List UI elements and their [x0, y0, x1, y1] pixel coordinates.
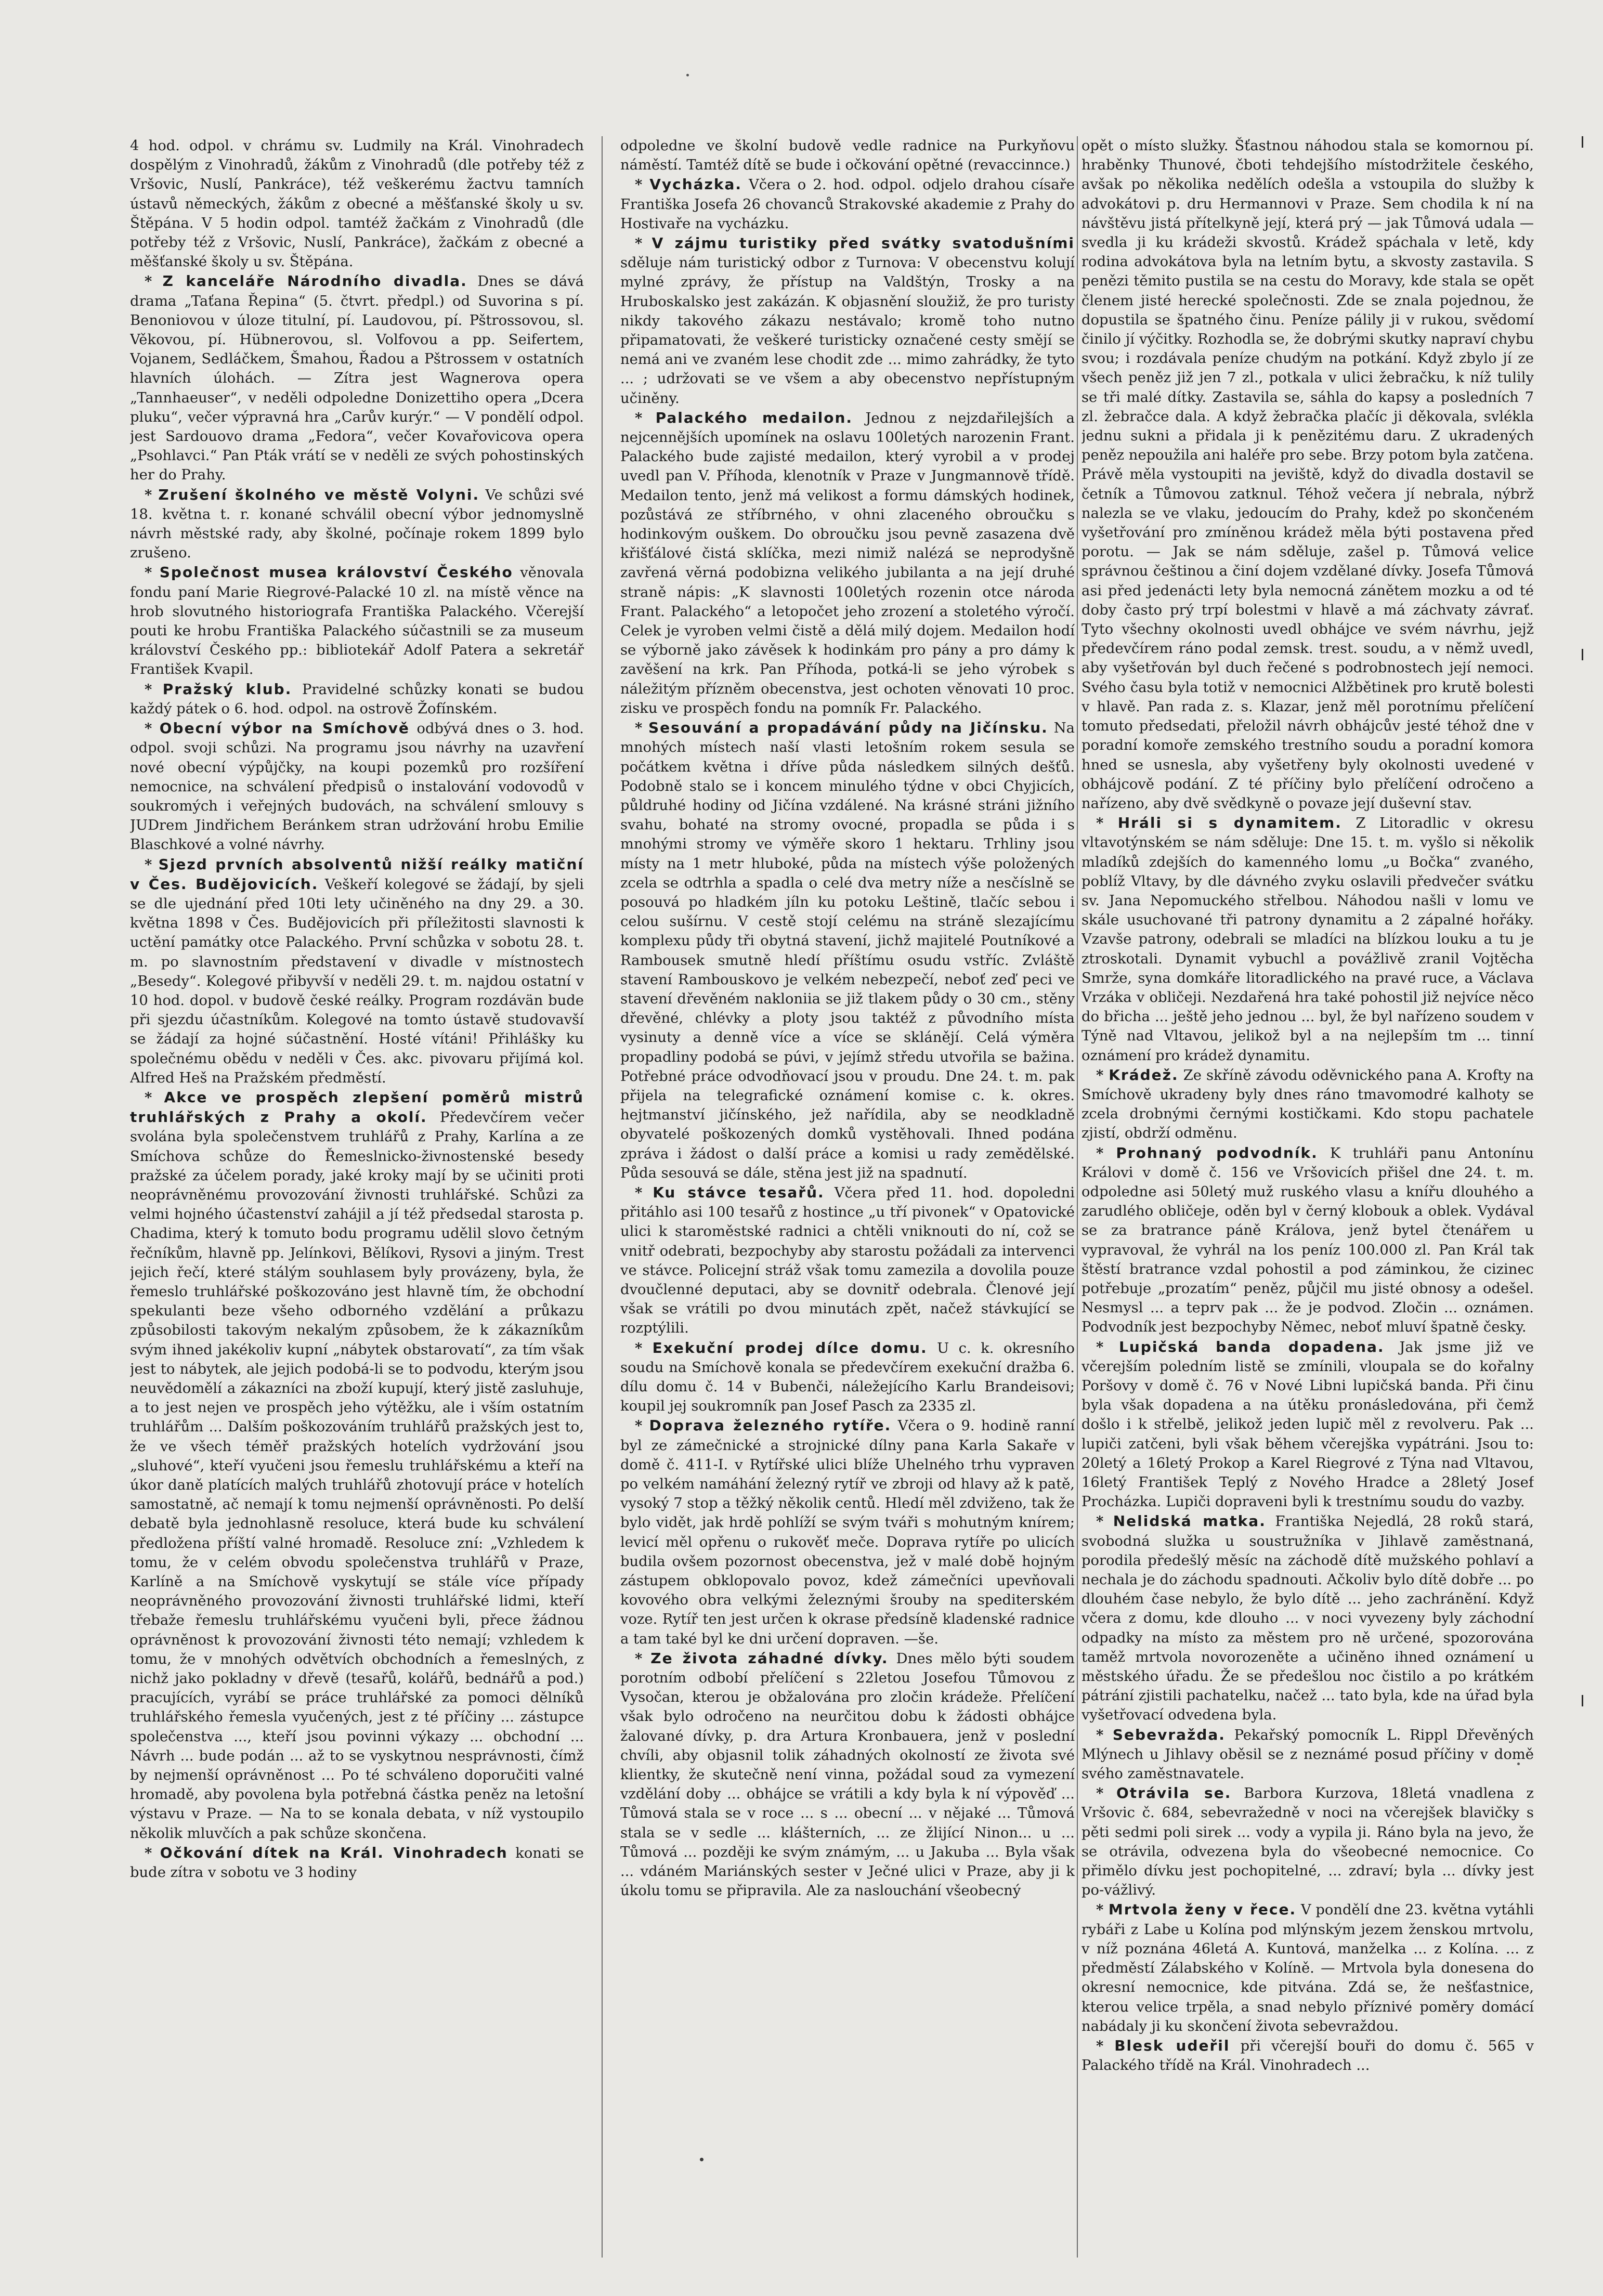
article-text: Barbora Kurzova, 18letá vnadlena z Vršovic č. 684, sebevražedně v noci na včerejšek blavičky s pěti sedmi poli sirek ... vody a vypila ji. Ráno byla na jevo, že se otrávila, odvezena byla do všeobecné nemocnice. Co přimělo dívku jest pochopitelné, ... zdraví; byla ... dívky jest po-vážlivý. [1081, 1785, 1534, 1899]
page-edge-mark [1582, 649, 1583, 660]
news-headline: Palackého medailon. [655, 409, 853, 426]
article-text: Ve schůzi své 18. května t. r. konané schválil obecní výbor jednomyslně návrh městské rady, aby školné, počínaje rokem 1899 bylo zrušeno. [130, 487, 584, 562]
asterisk-marker: * [145, 564, 160, 581]
news-headline: Mrtvola ženy v řece. [1108, 1901, 1297, 1919]
asterisk-marker: * [145, 1844, 160, 1861]
article-text: Z Litoradlic v okresu vltavotýnském se nám sděluje: Dne 15. t. m. vyšlo si několik mladíků zdejších do kamenného lomu „u Bočka“ zvaného, poblíž Vltavy, by dle dávného zvyku oslavili předvečer svátku sv. Jana Nepomuckého střelbou. Náhodou našli v lomu ve skále usuchované tři patrony dynamitu a 2 zápalné hořáky. Vzavše patrony, odebrali se mladíci na blízkou louku a tu je ztroskotali. Dynamit vybuchl a povážlivě zranil Vojtěcha Smrže, syna domkáře litoradlického na pravé ruce, a Václava Vrzáka v obličeji. Nezdařená hra také pohostil již nejvíce něco do břicha ... ještě jeho jednou ... byl, že byl nařízeno soudem v Týně nad Vltavou, jelikož byl a na nejlepším tm ... tinní oznámení pro krádež dynamitu. [1081, 815, 1534, 1064]
news-item [1081, 1065, 1534, 1143]
page-edge-mark [1582, 136, 1583, 148]
article-text: K truhláři panu Antonínu Královi v domě č. 156 ve Vršovicích přišel dne 24. t. m. odpoledne asi 50letý muž ruského vlasu a knířu dlouhého a zarudlého obličeje, oděn byl v černý klobouk a oblek. Vydával se za bratrance páně Králova, jenž bytel čtenářem u vypravoval, že vyhrál na los peníz 100.000 zl. Pan Král tak štěstí bratrance vzdal pohostil a pod záminkou, že cizinec potřebuje „prozatím“ peněz, půjčil mu jisté obnosy a odešel. Nesmysl ... a teprv pak ... že je podvod. Zločin ... oznámen. Podvodník jest bezpochyby Němec, neboť mluví špatně česky. [1081, 1145, 1534, 1336]
article-text: Včera o 9. hodině ranní byl ze zámečnické a strojnické dílny pana Karla Sakaře v domě č. 411-I. v Rytířské ulici blíže Uhelného trhu vypraven po velkém namáhání železný rytíř ve zbroji od hlavy až k patě, vysoký 7 stop a těžký několik centů. Hledí měl zdviženo, tak že bylo vidět, jak hrdě pohlíží se svým tváři s mohutným knírem; levicí měl opřenu o rukověť meče. Doprava rytíře po ulicích budila ovšem pozornost obecenstva, jež v malé době hojným zástupem obklopovalo povoz, kdež zámečníci upevňovali kovového obra velkými železnými šrouby na spediterském voze. Rytíř ten jest určen k okrase předsíně kladenské radnice a tam také byl ke dni určení dopraven. —še. [620, 1418, 1075, 1647]
article-text: Pravidelné schůzky konati se budou každý pátek o 6. hod. odpol. na ostrově Žofínském. [130, 681, 584, 717]
right-column [1081, 136, 1534, 2263]
asterisk-marker: * [1096, 1785, 1116, 1802]
article-text: odbývá dnes o 3. hod. odpol. svoji schůzi. Na programu jsou návrhy na uzavření nové obecní výpůjčky, na koupi pozemků pro rozšíření nemocnice, na schválení předpisů o instalování vodovodů v soukromých i veřejných budovách, na schválení smlouvy s JUDrem Jindřichem Beránkem stran udržování hrobu Emilie Blaschkové a volné návrhy. [130, 721, 584, 853]
news-item [1081, 1783, 1534, 1900]
article-text: V pondělí dne 23. května vytáhli rybáři z Labe u Kolína pod mlýnským jezem ženskou mrtvolu, v níž poznána 46letá A. Kuntová, manželka ... z Kolína. ... z předměstí Zálabského v Kolíně. — Mrtvola byla donesena do okresní nemocnice, kde pitvána. Zdá se, že nešťastnice, kterou velice trpěla, a snad nebylo příznivé poměry domácí nabádaly ji ku skončení života sebevraždou. [1081, 1902, 1534, 2034]
article-text: Jak jsme již ve včerejším poledním listě se zmínili, vloupala se do kořalny Poršovy v domě č. 76 v Nové Libni lupičská banda. Při činu byla však dopadena a na útěku pronásledována, při čemž došlo i k střelbě, jelikož jeden lupič měl z revolveru. Pak ... lupiči zatčeni, byli však během včerejška vypátráni. Jsou to: 20letý a 16letý Prokop a Karel Riegrové z Týna nad Vltavou, 16letý František Teplý z Nového Hradce a 28letý Josef Procházka. Lupiči dopraveni byli k trestnímu soudu do vazby. [1081, 1339, 1534, 1510]
middle-column [620, 136, 1075, 2263]
news-item [620, 1338, 1075, 1416]
news-headline: Společnost musea království Českého [159, 564, 513, 581]
news-item [620, 175, 1075, 233]
news-item [620, 1183, 1075, 1338]
article-text: Ze skříně závodu oděvnického pana A. Krofty na Smíchově ukradeny byly dnes ráno tmavomodré kalhoty se zcela drobnými černými kostičkami. Kdo stopu pachatele zjistí, obdrží odměnu. [1081, 1067, 1534, 1142]
print-dot [700, 2158, 703, 2161]
asterisk-marker: * [635, 1417, 649, 1434]
asterisk-marker: * [635, 1339, 653, 1356]
article-text: Jednou z nejzdařilejších a nejcennějších upomínek na oslavu 100letých narozenin Frant. Palackého bude zajisté medailon, který vyrobil a v prodej uvedl pan V. Příhoda, klenotník v Praze v Jungmannově třídě. Medailon tento, jenž má velikost a formu dámských hodinek, pozůstává ze stříbrného, v ohni zlaceného obroučku s hodinkovým ouškem. Do obroučku jsou pevně zasazena dvě křišťálové čistá sklíčka, mezi nimiž nalézá se neprodyšně zavřená věrná podobizna velikého jubilanta a na její druhé straně nápis: „K slavnosti 100letých rozenin otce národa Frant. Palackého“ a letopočet jeho zrození a stoletého výročí. Celek je vyroben velmi čistě a dělá milý dojem. Medailon hodí se výborně jako závěsek k hodinkám pro pány a pro dámy k zavěšení na krk. Pan Příhoda, potká-li se jeho výrobek s náležitým přízněm obecenstva, jest ochoten věnovati 10 proc. zisku ve prospěch fondu na pomník Fr. Palackého. [620, 410, 1075, 716]
asterisk-marker: * [1096, 1726, 1113, 1743]
asterisk-marker: * [1096, 1901, 1109, 1919]
news-item [1081, 2036, 1534, 2075]
article-text: Pekařský pomocník L. Rippl Dřevěných Mlýnech u Jihlavy oběsil se z neznámé posud příčiny v domě svého zaměstnavatele. [1081, 1727, 1534, 1782]
news-item [620, 408, 1075, 718]
news-item [1081, 1337, 1534, 1512]
asterisk-marker: * [635, 1650, 651, 1667]
article-text: odpoledne ve školní budově vedle radnice na Purkyňovu náměstí. Tamtéž dítě se bude i očkování opětné (revaccinnce.) [620, 138, 1075, 174]
column-divider [1077, 136, 1078, 2258]
print-dot [686, 74, 689, 76]
asterisk-marker: * [1096, 815, 1118, 832]
news-headline: Prohnaný podvodník. [1116, 1144, 1318, 1162]
asterisk-marker: * [635, 235, 652, 252]
asterisk-marker: * [1096, 1144, 1116, 1162]
news-headline: V zájmu turistiky před svátky svatodušními [651, 234, 1075, 252]
article-continuation [130, 136, 584, 271]
news-headline: Obecní výbor na Smíchově [159, 720, 410, 737]
news-headline: Sebevražda. [1112, 1726, 1226, 1743]
left-column [130, 136, 584, 2263]
asterisk-marker: * [145, 273, 163, 290]
news-headline: Očkování dítek na Král. Vinohradech [160, 1844, 508, 1861]
article-text: 4 hod. odpol. v chrámu sv. Ludmily na Král. Vinohradech dospělým z Vinohradů, žákům z Vinohradů (dle potřeby též z Vršovic, Nuslí, Pankráce), též veškerému žactvu tamních ústavů německých, žákům z obecné a měšťanské školy u sv. Štěpána. V 5 hodin odpol. tamtéž žačkám z Vinohradů (dle potřeby též z Vršovic, Nuslí, Pankráce), žačkám z obecné a měšťanské školy u sv. Štěpána. [130, 138, 584, 270]
news-headline: Ku stávce tesařů. [653, 1183, 825, 1201]
news-item [620, 233, 1075, 408]
news-item [1081, 813, 1534, 1065]
news-item [620, 1416, 1075, 1648]
news-item [620, 1649, 1075, 1901]
article-text: Včera o 2. hod. odpol. odjelo drahou císaře Františka Josefa 26 chovanců Strakovské akademie z Prahy do Hostivaře na vycházku. [620, 177, 1075, 232]
news-headline: Nelidská matka. [1113, 1512, 1266, 1530]
news-item [130, 680, 584, 719]
asterisk-marker: * [145, 681, 163, 698]
news-headline: Lupičská banda dopadena. [1119, 1338, 1385, 1355]
asterisk-marker: * [1096, 1066, 1109, 1084]
column-divider [602, 136, 603, 2258]
news-headline: Hráli si s dynamitem. [1117, 814, 1342, 832]
news-item [130, 719, 584, 854]
asterisk-marker: * [1096, 1513, 1113, 1530]
asterisk-marker: * [1096, 2037, 1115, 2054]
asterisk-marker: * [635, 720, 649, 737]
news-item [1081, 1511, 1534, 1725]
asterisk-marker: * [145, 1089, 164, 1106]
article-continuation [1081, 136, 1534, 813]
article-continuation [620, 136, 1075, 175]
news-item [1081, 1143, 1534, 1337]
asterisk-marker: * [635, 176, 650, 193]
page-edge-mark [1582, 1695, 1583, 1706]
news-item [130, 563, 584, 679]
news-headline: Akce ve prospěch zlepšení poměrů mistrů truhlářských z Prahy a okolí. [130, 1088, 584, 1126]
asterisk-marker: * [145, 856, 159, 873]
asterisk-marker: * [635, 1184, 653, 1201]
news-item [130, 855, 584, 1088]
news-headline: Sjezd prvních absolventů nižší reálky matiční v Čes. Budějovicích. [130, 855, 584, 893]
news-headline: Krádež. [1109, 1066, 1179, 1084]
news-item [620, 718, 1075, 1183]
article-text: při včerejší bouři do domu č. 565 v Palackého třídě na Král. Vinohradech ... [1081, 2038, 1534, 2074]
article-text: Dnes se dává drama „Taťana Řepina“ (5. čtvrt. předpl.) od Suvorina s pí. Benoniovou v úloze titulní, pí. Laudovou, pí. Pštrossovou, sl. Věkovou, pí. Hübnerovou, sl. Volfovou a pp. Seifertem, Vojanem, Sedláčkem, Šmahou, Řadou a Pštrossem v ostatních hlavních úlohách. — Zítra jest Wagnerova opera „Tannhaeuser“, v neděli odpoledne Donizettiho opera „Dcera pluku“, večer výpravná hra „Carův kurýr.“ — V pondělí odpol. jest Sardouovo drama „Fedora“, večer Kovařovicova opera „Psohlavci.“ Pan Pták vrátí se v neděli ze svých pohostinských her do Prahy. [130, 273, 584, 484]
article-text: věnovala fondu paní Marie Riegrové-Palacké 10 zl. na místě věnce na hrob slovutného historiografa Františka Palackého. Včerejší pouti ke hrobu Františka Palackého súčastnili se za museum království Českého pp.: bibliotekář Adolf Patera a sekretář František Kvapil. [130, 565, 584, 678]
article-text: Veškeří kolegové se žádají, by sjeli se dle ujednání před 10ti lety učiněného na dny 29. a 30. května 1898 v Čes. Budějovicích při příležitosti slavnosti k uctění památky otce Palackého. První schůzka v sobotu 28. t. m. po slavnostním představení v divadle v místnostech „Besedy“. Kolegové přibyvší v neděli 29. t. m. najdou ostatní v 10 hod. dopol. v budově české reálky. Program rozdávän bude při sjezdu účastníkům. Kolegové na tomto ústavě studovavší se žádají za hojné súčastnění. Hosté vítáni! Přihlášky ku společnému obědu v neděli v Čes. akc. pivovaru přijímá kol. Alfred Heš na Pražském předměstí. [130, 876, 584, 1086]
article-text: Na mnohých místech naší vlasti letošním rokem sesula se počátkem května i dříve půda následkem silných dešťů. Podobně stalo se i koncem minulého týdne v obci Chyjicích, půldruhé hodiny od Jičína vzdálené. Na krásné stráni jižního svahu, bohaté na stromy ovocné, propadla se půda i s mnohými stromy ve výměře skoro 1 hektaru. Trhliny jsou místy na 1 metr hluboké, půda na místech výše položených zcela se odtrhla a spadla o celé dva metry níže a nesčíslně se posouvá po hladkém jíln ku potoku Leštině, tlačíc sebou i celou sušírnu. V cestě stojí celému na stráně slezajícímu komplexu půdy tři obytná stavení, jichž majitelé Poutníkové a Rambousek smutně hledí příštímu osudu vstříc. Zvláště stavení Rambouskovo je velkém nebezpečí, neboť zeď peci ve stavení dřevěném nakloniia se již tlakem půdy o 30 cm., stěny dřevěné, chlévky a ploty jsou taktéž z původního místa vysinuty a denně více a více se sklánějí. Celá výměra propadliny podobá se púvi, v jejímž středu utvořila se bažina. Potřebné práce odvodňovací jsou v proudu. Dne 24. t. m. pak přijela na telegrafické oznámení komise c. k. okres. hejtmanství jičínského, jež nařídila, aby se neodkladně obyvatelé poškozených domků vystěhovali. Ihned podána zpráva i žádost o další práce a komisi u rady zemědělské. Půda sesouvá se dále, stěna jest již na spadnutí. [620, 720, 1075, 1181]
print-dot [1517, 1763, 1520, 1765]
news-headline: Doprava železného rytíře. [649, 1417, 892, 1434]
asterisk-marker: * [145, 486, 159, 503]
asterisk-marker: * [1096, 1338, 1119, 1355]
news-headline: Z kanceláře Národního divadla. [162, 272, 467, 290]
article-text: Dnes mělo býti soudem porotním odbobí přelíčení s 22letou Josefou Tůmovou z Vysočan, kterou je obžalována pro zločin krádeže. Přelíčení však bylo odročeno na neurčitou dobu k žádosti obhájce žalované dívky, p. dra Artura Kronbauera, jenž v poslední chvíli, aby objasnil tolik záhadných okolností ze života své klientky, že skutečně není vinna, požádal soud za vymezení vzdělání doby ... obhájce se vrátili a kdy byla k ní výpověď ... Tůmová stala se v roce ... s ... obecní ... v nějaké ... Tůmová stala se v sedle ... klášterních, ... ze žlijící Ninon... u ... Tůmová ... později ke svým známým, ... u Jakuba ... Byla však ... vdáném Mariánských sester v Ječné ulici v Praze, aby ji k úkolu tomu se připravila. Ale za naslouchání všeobecný [620, 1650, 1075, 1899]
news-item [130, 271, 584, 485]
asterisk-marker: * [145, 720, 160, 737]
article-text: Františka Nejedlá, 28 roků stará, svobodná služka u soustružníka v Jihlavě zaměstnaná, porodila předešlý měsíc na záchodě dítě mužského pohlaví a nechala je do záchodu spadnouti. Ačkoliv bylo dítě dobře ... po dlouhém čase nebylo, že bylo dítě ... jeho zachránění. Když včera z domu, kde dlouho ... v noci vyvezeny byly záchodní odpadky na místo za městem pro ně určené, spozorována taměž mrtvola novorozeněte a učiněno ihned oznámení u městského úřadu. Že se předešlou noc čistilo a po krátkém pátrání zjistili pachatelku, načež ... tato byla, kde na úřad byla vyšetřovací odvedena byla. [1081, 1514, 1534, 1724]
news-headline: Vycházka. [649, 176, 742, 193]
news-item [1081, 1900, 1534, 2036]
news-headline: Pražský klub. [162, 680, 292, 698]
article-text: Včera před 11. hod. dopoledni přitáhlo asi 100 tesařů z hostince „u tří pivonek“ v Opatovické ulici k staroměstské radnici a chtěli vniknouti do ní, což se vnitř odebrati, bezpochyby aby starostu požádali za intervenci ve stávce. Policejní stráž však tomu zamezila a dovolila pouze dvoučlenné deputaci, aby se dovnitř odebrala. Členové její však se vrátili po dvou minutách zpět, načež stávkující se rozptýlili. [620, 1184, 1075, 1337]
news-item [130, 1088, 584, 1843]
news-headline: Zrušení školného ve městě Volyni. [158, 486, 480, 503]
asterisk-marker: * [635, 409, 656, 426]
article-text: konati se bude zítra v sobotu ve 3 hodiny [130, 1845, 584, 1881]
article-text: opět o místo služky. Šťastnou náhodou stala se komornou pí. hraběnky Thunové, čboti tehdejšího místodržitele českého, avšak po několika nedělích odešla a vstoupila do služby k advokátovi p. dru Hermannovi v Praze. Sem chodila k ní na návštěvu jistá přítelkyně její, která prý — jak Tůmová udala — svedla ji ku krádeži skvostů. Krádež spáchala v letě, kdy rodina advokátova byla na letním bytu, a skvosty zastavila. S penězi těmito pustila se na cestu do Moravy, kde stala se opět členem jisté herecké společnosti. Zde se znala pojednou, že dopustila se špatného činu. Peníze pálily ji v rukou, svědomí činilo jí výčitky. Rozhodla se, že dobrými skutky napraví chybu svou; i rozdávala peníze chudým na potkání. Když zbylo jí ze všech peněz již jen 7 zl., potkala v ulici žebračku, k níž tulily se tři malé dítky. Zastavila se, sáhla do kapsy a posledních 7 zl. žebračce dala. A když žebračka plačíc ji děkovala, svlékla jednu sukni a přidala ji k penězitému daru. Z ukradených peněz nepoužila ani haléře pro sebe. Brzy potom byla zatčena. Právě měla vystoupiti na jeviště, když do divadla dostavil se četník a Tůmovou zatknul. Téhož večera jí nebrala, nýbrž nalezla se ve vlaku, jedoucím do Prahy, kdež po skončeném vyšetřování pro zmíněnou krádež měla býti postavena před porotu. — Jak se nám sděluje, zašel p. Tůmová velice správnou češtinou a činí dojem vzdělané dívky. Josefa Tůmová asi před jedenácti lety byla nemocná zánětem mozku a od té doby často prý trpí bolestmi v hlavě a má záchvaty závrať. Tyto všechny okolnosti uvedl obhájce ve svém návrhu, jejž předevčírem ráno podal zemsk. trest. soudu, a v němž uvedl, aby vyšetřován byl duch řečené s podrobnostech její nemoci. Svého času byla totiž v nemocnici Alžbětinek pro krutě bolesti v hlavě. Pan rada z. s. Klazar, jenž měl porotnímu přelíčení tomuto předsedati, přeložil návrh obhájcův jesté téhož dne v poradní komoře zemského trestního soudu a poradní komora hned se usnesla, aby vyšetřeny byly okolnosti uvedené v obhájcově podání. Z té příčiny bylo přelíčení odročeno a nařízeno, aby dvě svědkyně o povaze její duševní stav. [1081, 138, 1534, 812]
news-headline: Blesk udeřil [1114, 2037, 1230, 2054]
news-headline: Exekuční prodej dílce domu. [652, 1339, 928, 1356]
news-item [130, 485, 584, 563]
news-headline: Sesouvání a propadávání půdy na Jičínsku. [648, 719, 1048, 737]
news-item [1081, 1725, 1534, 1784]
article-text: sděluje nám turistický odbor z Turnova: V obecenstvu kolují mylné zprávy, že přístup na Valdštýn, Trosky a na Hruboskalsko jest zakázán. K objasnění sloužiž, že pro turisty nikdy takového zákazu nestávalo; kromě toho nutno připamatovati, že veškeré turisticky označené cesty smějí se nemá ani ve zvaném lese chodit zde ... mimo zahrádky, že tyto ... ; udržovati se ve všem a aby obecenstvo nepřístupným učiněny. [620, 255, 1075, 407]
news-headline: Ze života záhadné dívky. [650, 1649, 889, 1667]
article-text: Předevčírem večer svolána byla společenstvem truhlářů z Prahy, Karlína a ze Smíchova schůze do Řemeslnicko-živnostenské besedy pražské za účelem porady, jaké kroky mají by se učiniti proti neoprávněnému provozování živnosti truhlářské. Schůzi za velmi hojného účastenství zahájil a jí též předsedal starosta p. Chadima, který k tomuto bodu programu udělil slovo četným řečníkům, hlavně pp. Jelínkovi, Bělíkovi, Rysovi a jiným. Trest jejich řečí, které stálým souhlasem byly provázeny, byla, že řemeslo truhlářské poškozováno jest hlavně tím, že obchodní spekulanti beze všeho odborného vzdělání a průkazu způsobilosti takovým nekalým způsobem, že k zákazníkům svým ihned jakékoliv kupní „nábytek obstarovatí“, za tím však jest to nábytek, ale jejich podobá-li se to podvodu, kterým jsou neuvědomělí a zákazníci na zboží kupují, který jistě zasluhuje, a to jest nejen ve prospěch jeho výtěžku, ale i vším ostatním truhlářům ... Dalším poškozováním truhlářů pražských jest to, že ve všech téměř pražských hotelích vydržování jsou „sluhové“, kteří vyučeni jsou řemeslu truhlářskému a kteří na úkor daně platících malých truhlářů zhotovují práce v hotelích samostatně, ač nemají k tomu nejmenší oprávněnosti. Po delší debatě byla jednohlasně resoluce, která bude ku schválení předložena příští valné hromadě. Resoluce zní: „Vzhledem k tomu, že v celém obvodu společenstva truhlářů v Praze, Karlíně a na Smíchově vyskytují se stále více případy neoprávněného provozování živnosti truhlářské lidmi, kteří třebaže řemeslu truhlářskému vyučeni byli, přece žádnou oprávněnost k provozování živnosti této nemají; vzhledem k tomu, že v mnohých odvětvích obchodních a řemeslných, z nichž jako pokladny v dřevě (tesařů, kolářů, bednářů a pod.) pracujících, vyrábí se práce truhlářské za pomoci dělníků truhlářského řemesla vyučených, jest z té příčiny ... zástupce společenstva ..., kteří jsou povinni výkazy ... obchodní ... Návrh ... bude podán ... až to se vyskytnou nesprávnosti, čímž by nejmenší oprávněnost ... Po té schváleno doporučiti valné hromadě, aby povolena byla potřebná částka peněz na letošní výstavu v Praze. — Na to se konala debata, v níž vystoupilo několik mluvčích a pak schůze skončena. [130, 1110, 584, 1842]
news-headline: Otrávila se. [1116, 1784, 1232, 1802]
article-text: U c. k. okresního soudu na Smíchově konala se předevčírem exekuční dražba 6. dílu domu č. 14 v Bubenči, náležejícího Karlu Brandeisovi; koupil jej soukromník pan Josef Pasch za 2335 zl. [620, 1340, 1075, 1415]
news-item [130, 1843, 584, 1882]
